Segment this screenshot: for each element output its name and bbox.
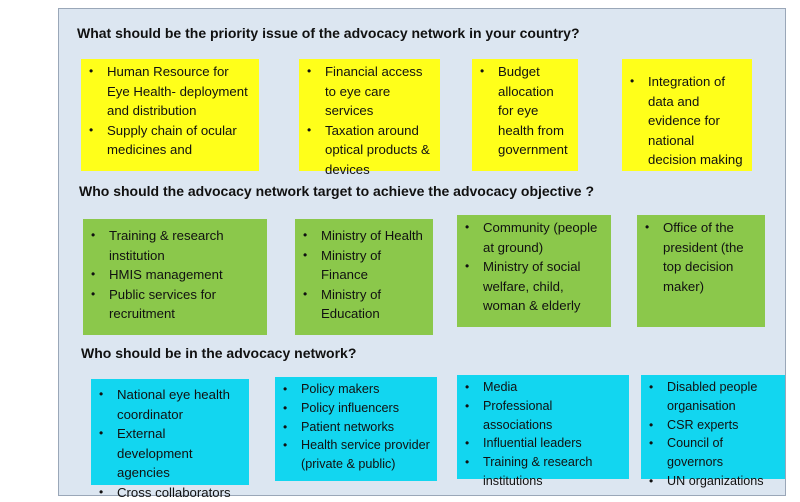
list-item: • Patient networks bbox=[279, 418, 431, 437]
section-title-priority-issues: What should be the priority issue of the advocacy network in your country? bbox=[77, 25, 580, 41]
list-item: • Ministry of Education bbox=[299, 285, 427, 324]
list-item: • Integration of data and evidence for national decision making bbox=[626, 72, 746, 170]
member-box-policy-makers bbox=[275, 377, 437, 481]
list-item: • Budget allocation for eye health from government bbox=[476, 62, 572, 160]
list-item: • HMIS management bbox=[87, 265, 261, 285]
list-item: • Professional associations bbox=[461, 397, 623, 435]
advocacy-network-panel bbox=[58, 8, 786, 496]
list-item: • Financial access to eye care services bbox=[303, 62, 434, 121]
list-item: • Cross collaborators bbox=[95, 483, 243, 502]
list-item: • National eye health coordinator bbox=[95, 385, 243, 424]
member-box-disabled-people bbox=[641, 375, 785, 479]
member-box-media bbox=[457, 375, 629, 479]
list-item: • Public services for recruitment bbox=[87, 285, 261, 324]
list-item: • Policy makers bbox=[279, 380, 431, 399]
list-item: • Ministry of Finance bbox=[299, 246, 427, 285]
priority-box-human-resource bbox=[81, 59, 259, 171]
target-box-community bbox=[457, 215, 611, 327]
list-item: • Council of governors bbox=[645, 434, 779, 472]
list-item: • Ministry of Health bbox=[299, 226, 427, 246]
target-box-ministries bbox=[295, 219, 433, 335]
priority-box-budget-allocation bbox=[472, 59, 578, 171]
list-item: • Training & research institutions bbox=[461, 453, 623, 491]
list-item: • Ministry of social welfare, child, woman & elderly bbox=[461, 257, 605, 316]
list-item: • CSR experts bbox=[645, 416, 779, 435]
target-box-training-institutions bbox=[83, 219, 267, 335]
list-item: • Taxation around optical products & devices bbox=[303, 121, 434, 180]
list-item: • Human Resource for Eye Health- deployment and distribution bbox=[85, 62, 253, 121]
list-item: • External development agencies bbox=[95, 424, 243, 483]
priority-box-financial-access bbox=[299, 59, 440, 171]
section-title-network-members: Who should be in the advocacy network? bbox=[81, 345, 356, 361]
list-item: • Training & research institution bbox=[87, 226, 261, 265]
list-item: • Media bbox=[461, 378, 623, 397]
priority-box-data-integration bbox=[622, 59, 752, 171]
target-box-office-of-president bbox=[637, 215, 765, 327]
list-item: • Office of the president (the top decision maker) bbox=[641, 218, 759, 296]
list-item: • Disabled people organisation bbox=[645, 378, 779, 416]
member-box-coordinators bbox=[91, 379, 249, 485]
list-item: • Community (people at ground) bbox=[461, 218, 605, 257]
list-item: • Supply chain of ocular medicines and bbox=[85, 121, 253, 160]
list-item: • Influential leaders bbox=[461, 434, 623, 453]
list-item: • Policy influencers bbox=[279, 399, 431, 418]
list-item: • Health service provider (private & public) bbox=[279, 436, 431, 474]
list-item: • UN organizations bbox=[645, 472, 779, 491]
section-title-advocacy-targets: Who should the advocacy network target to achieve the advocacy objective ? bbox=[79, 183, 594, 199]
